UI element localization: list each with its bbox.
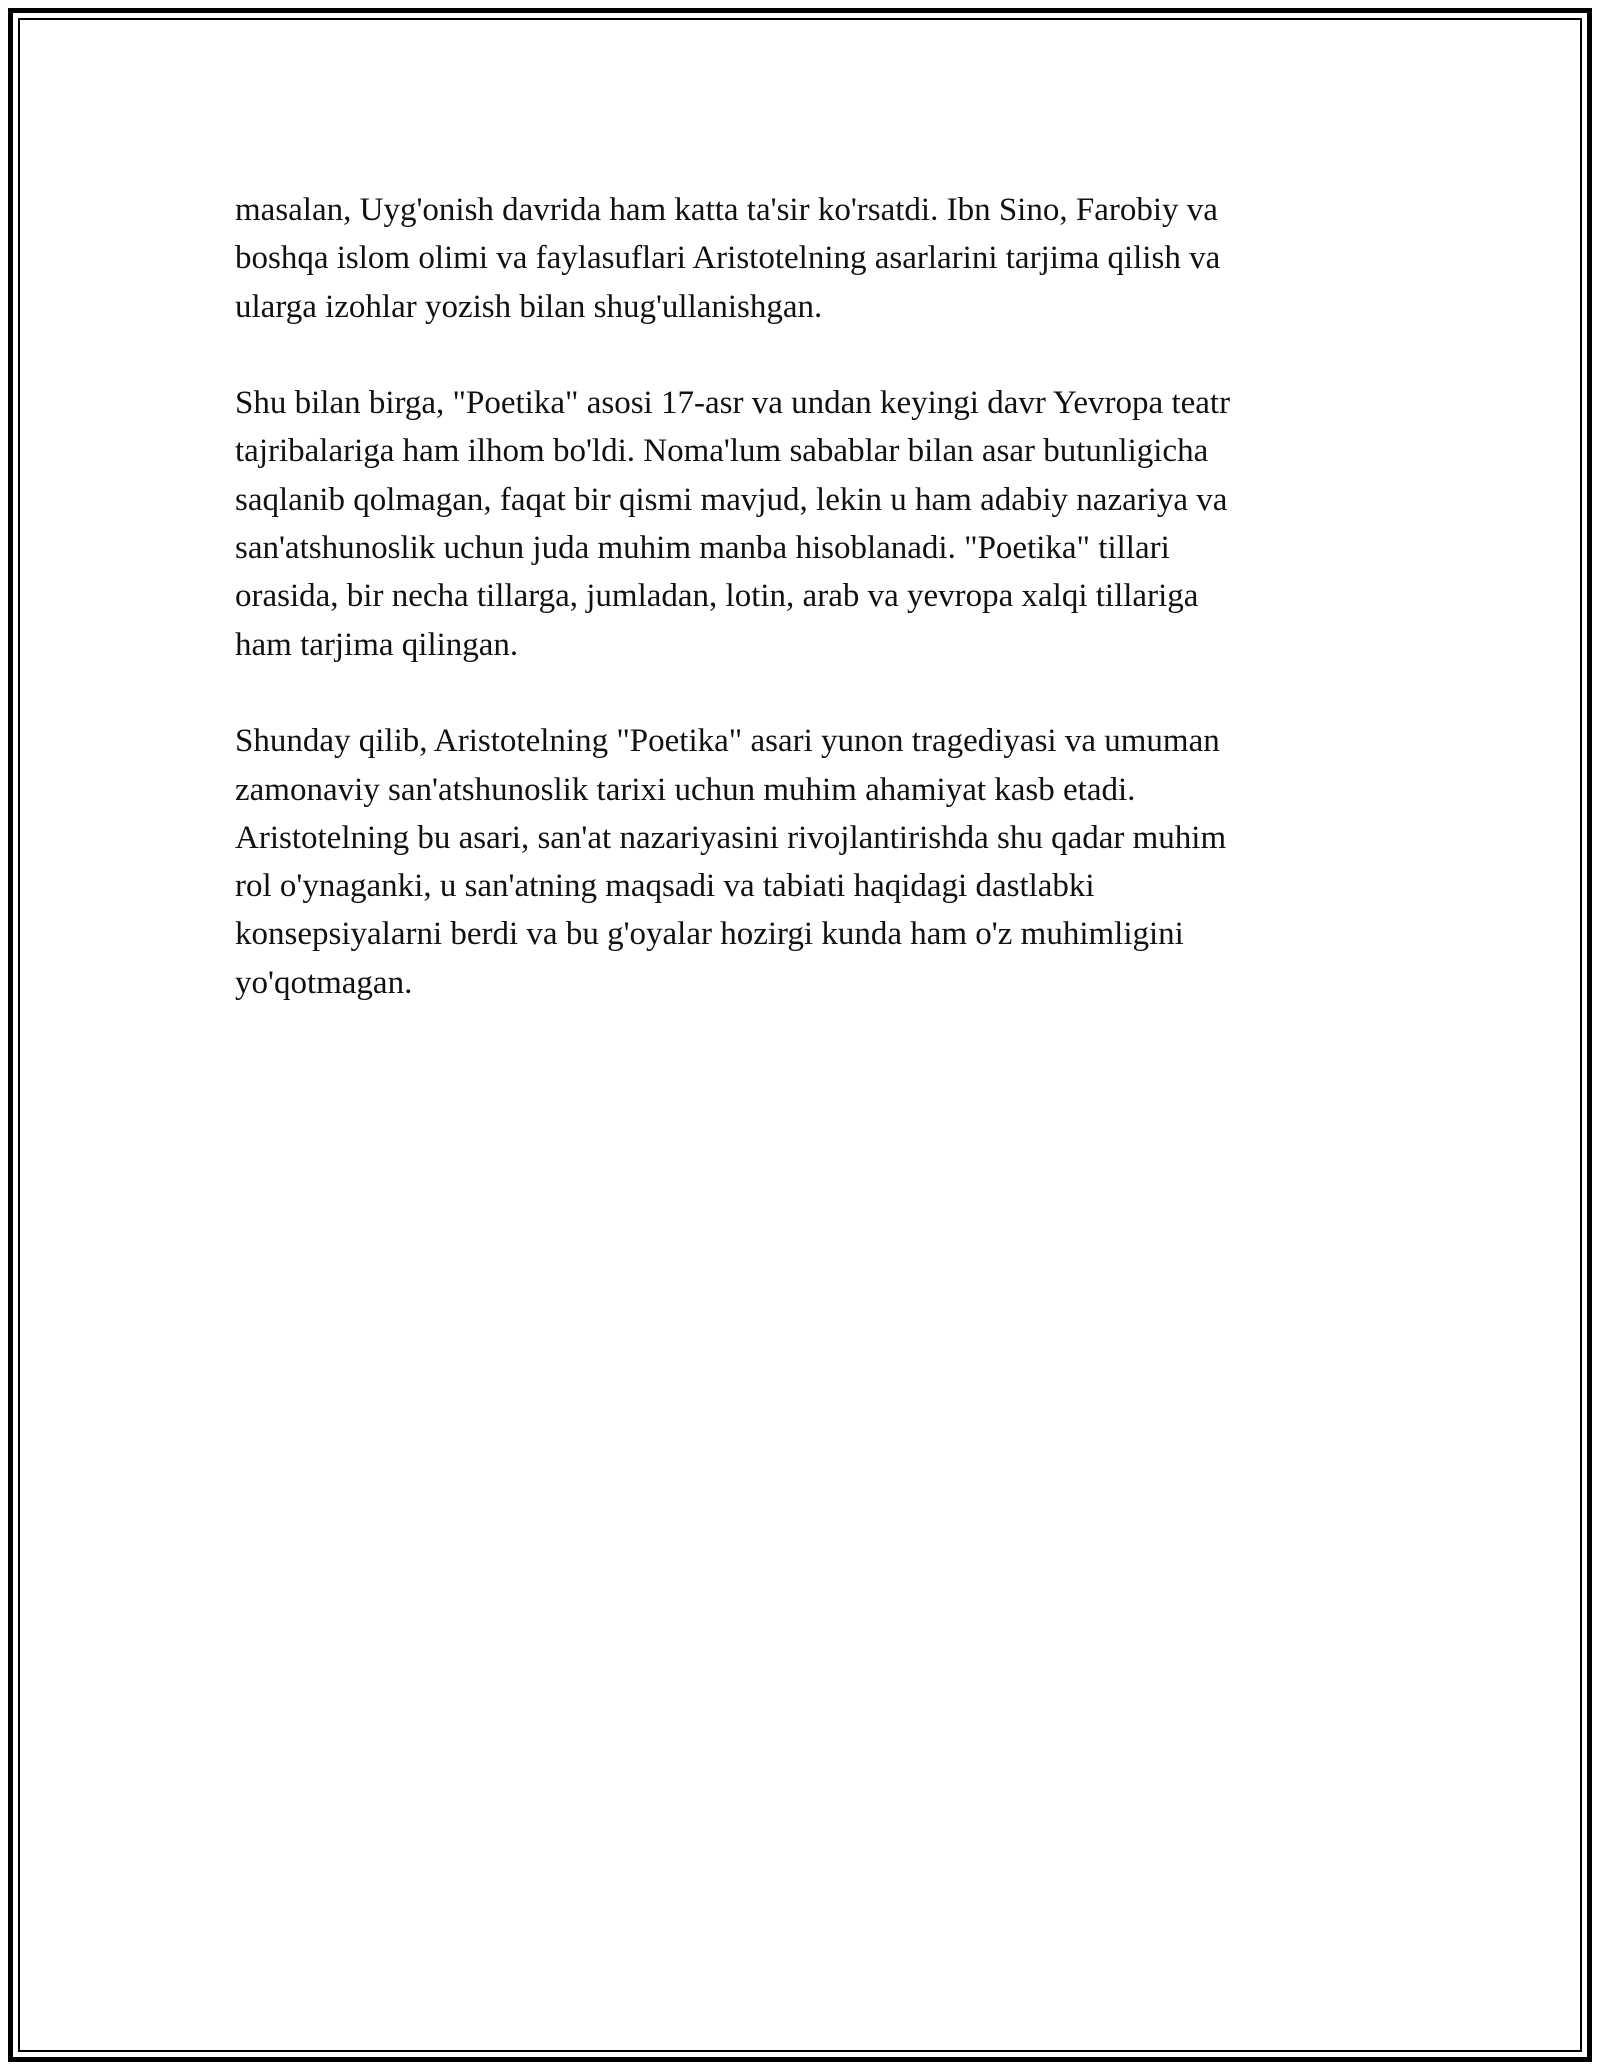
paragraph-3: Shunday qilib, Aristotelning "Poetika" asari yunon tragediyasi va umuman zamonaviy san'atshunoslik tarixi uchun muhim ahamiyat kasb etadi. Aristotelning bu asari, san'at nazariyasini rivojlantirishda shu qadar muhim rol o'ynaganki, u san'atning maqsadi va tabiati haqidagi dastlabki konsepsiyalarni berdi va bu g'oyalar hozirgi kunda ham o'z muhimligini yo'qotmagan. xyxy=(235,723,1227,1001)
paragraph-1: masalan, Uyg'onish davrida ham katta ta'sir ko'rsatdi. Ibn Sino, Farobiy va boshqa islom olimi va faylasuflari Aristotelning asarlarini tarjima qilish va ularga izohlar yozish bilan shug'ullanishgan. xyxy=(235,192,1221,325)
paragraph-2: Shu bilan birga, "Poetika" asosi 17-asr va undan keyingi davr Yevropa teatr tajribalariga ham ilhom bo'ldi. Noma'lum sabablar bilan asar butunligicha saqlanib qolmagan, faqat bir qismi mavjud, lekin u ham adabiy nazariya va san'atshunoslik uchun juda muhim manba hisoblanadi. "Poetika" tillari orasida, bir necha tillarga, jumladan, lotin, arab va yevropa xalqi tillariga ham tarjima qilingan. xyxy=(235,385,1231,663)
document-body xyxy=(235,186,1365,1055)
